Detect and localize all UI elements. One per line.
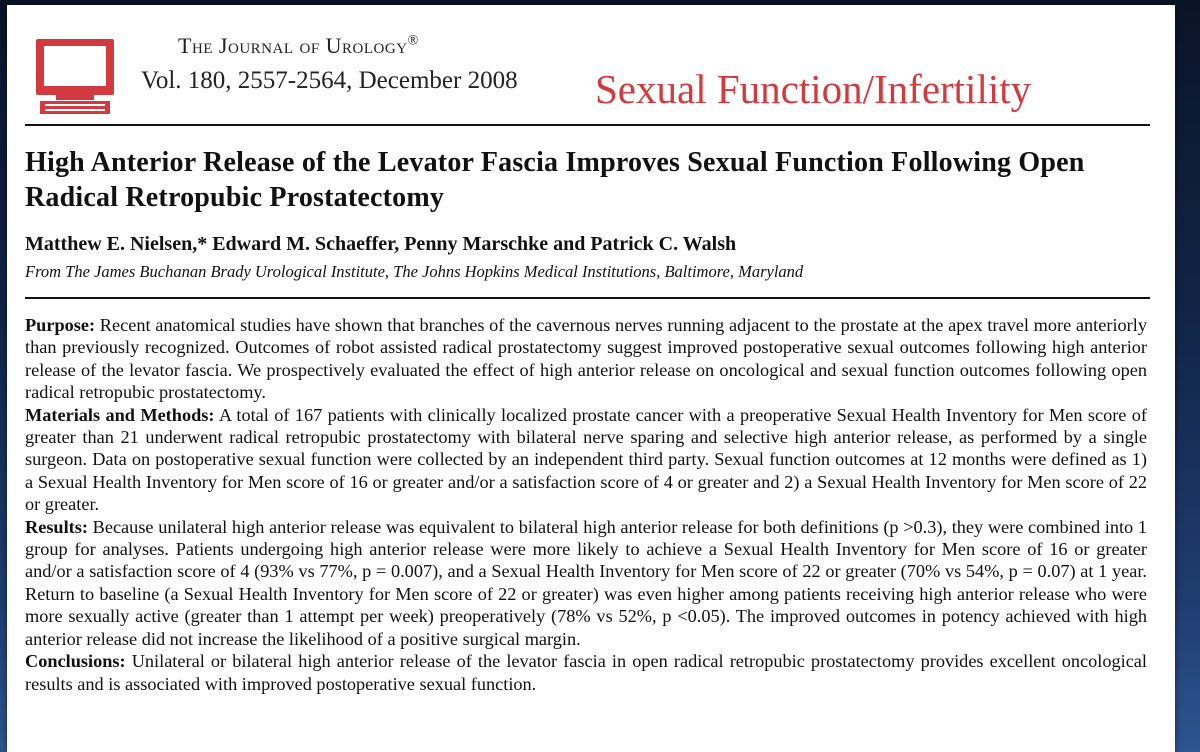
abstract-rule: [25, 297, 1150, 299]
article-title: High Anterior Release of the Levator Fascia Improves Sexual Function Following Open Radical Retropubic Prostatectomy: [25, 147, 1085, 213]
volume-line: Vol. 180, 2557-2564, December 2008: [141, 67, 518, 94]
section-label: Sexual Function/Infertility: [595, 66, 1032, 112]
journal-name: [178, 33, 419, 59]
conclusions-heading: Conclusions:: [25, 651, 126, 672]
abstract-purpose: [25, 314, 1147, 404]
conclusions-text: Unilateral or bilateral high anterior release of the levator fascia in open radical retropubic prostatectomy provides excellent oncological results and is associated with improved postoperative sexual function.: [25, 651, 1148, 694]
trademark-symbol: ®: [407, 33, 419, 49]
results-heading: Results:: [25, 516, 88, 537]
computer-terminal-icon: [32, 37, 118, 121]
affiliation: From The James Buchanan Brady Urological Institute, The Johns Hopkins Medical Institutions, Baltimore, Maryland: [25, 262, 804, 281]
methods-text: A total of 167 patients with clinically localized prostate cancer with a preoperative Sexual Health Inventory for Men score of greater than 21 underwent radical retropubic prostatectomy with bilateral nerve sparing and selective high anterior release, as performed by a single surgeon. Data on postoperative sexual function were collected by an independent third party. Sexual function outcomes at 12 months were defined as 1) a Sexual Health Inventory for Men score of 16 or greater and/or a satisfaction score of 4 or greater and 2) a Sexual Health Inventory for Men score of 22 or greater.: [25, 404, 1148, 515]
author-list: Matthew E. Nielsen,* Edward M. Schaeffer, Penny Marschke and Patrick C. Walsh: [25, 233, 737, 255]
results-text: Because unilateral high anterior release was equivalent to bilateral high anterior release for both definitions (p >0.3), they were combined into 1 group for analyses. Patients undergoing high anterior release were more likely to achieve a Sexual Health Inventory for Men score of 16 or greater and/or a satisfaction score of 4 (93% vs 77%, p = 0.007), and a Sexual Health Inventory for Men score of 22 or greater (70% vs 54%, p = 0.07) at 1 year. Return to baseline (a Sexual Health Inventory for Men score of 22 or greater) was even higher among patients receiving high anterior release who were more sexually active (greater than 1 attempt per week) preoperatively (78% vs 52%, p <0.05). The improved outcomes in potency achieved with high anterior release did not increase the likelihood of a positive surgical margin.: [25, 516, 1147, 649]
abstract-results: [25, 516, 1147, 650]
abstract-conclusions: [25, 650, 1147, 695]
purpose-heading: Purpose:: [25, 315, 96, 335]
abstract-methods: [25, 404, 1147, 516]
paper-page: [7, 5, 1175, 752]
header-rule: [25, 124, 1150, 126]
purpose-text: Recent anatomical studies have shown that branches of the cavernous nerves running adjacent to the prostate at the apex travel more anteriorly than previously recognized. Outcomes of robot assisted radical prostatectomy suggest improved postoperative sexual outcomes following high anterior release of the levator fascia. We prospectively evaluated the effect of high anterior release on oncological and sexual function outcomes following open radical retropubic prostatectomy.: [25, 315, 1147, 403]
abstract: [25, 314, 1147, 695]
journal-name-text: The Journal of Urology: [178, 33, 408, 58]
methods-heading: Materials and Methods:: [25, 404, 215, 425]
